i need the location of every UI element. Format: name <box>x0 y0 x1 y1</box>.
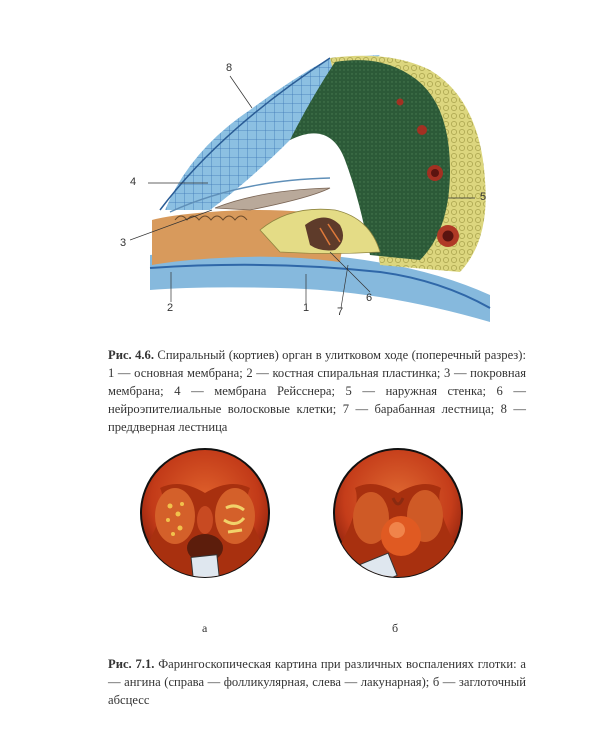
figure-caption-4-6 <box>108 346 526 436</box>
caption-title: Рис. 7.1. <box>108 657 155 671</box>
throat-abscess-drawing <box>333 448 463 578</box>
figure-caption-7-1 <box>108 655 526 709</box>
pharyngoscopy-image-a <box>140 448 270 578</box>
label-4: 4 <box>130 176 137 188</box>
caption-text: Спиральный (кортиев) орган в улитковом ходе (поперечный разрез): 1 — основная мембрана; 2 — костная спиральная пластинка; 3 — покровная мембрана; 4 — мембрана Рейсснера; 5 — наружная стенка; 6 — нейроэпителиальные волосковые клетки; 7 — барабанная лестница; 8 — преддверная лестница <box>108 348 526 434</box>
caption-title: Рис. 4.6. <box>108 348 154 362</box>
throat-angina-drawing <box>140 448 270 578</box>
cochlea-drawing <box>130 40 500 330</box>
cochlea-illustration <box>120 40 500 330</box>
label-6: 6 <box>366 292 373 304</box>
label-7: 7 <box>337 306 344 318</box>
label-2: 2 <box>167 302 174 314</box>
label-3: 3 <box>120 237 127 249</box>
label-1: 1 <box>303 302 310 314</box>
label-5: 5 <box>480 191 487 203</box>
label-8: 8 <box>226 62 233 74</box>
pharyngoscopy-image-b <box>333 448 463 578</box>
sublabel-a: а <box>202 621 208 635</box>
sublabel-b: б <box>392 621 399 635</box>
caption-text: Фарингоскопическая картина при различных воспалениях глотки: а — ангина (справа — фолликулярная, слева — лакунарная); б — заглоточный абсцесс <box>108 657 526 707</box>
